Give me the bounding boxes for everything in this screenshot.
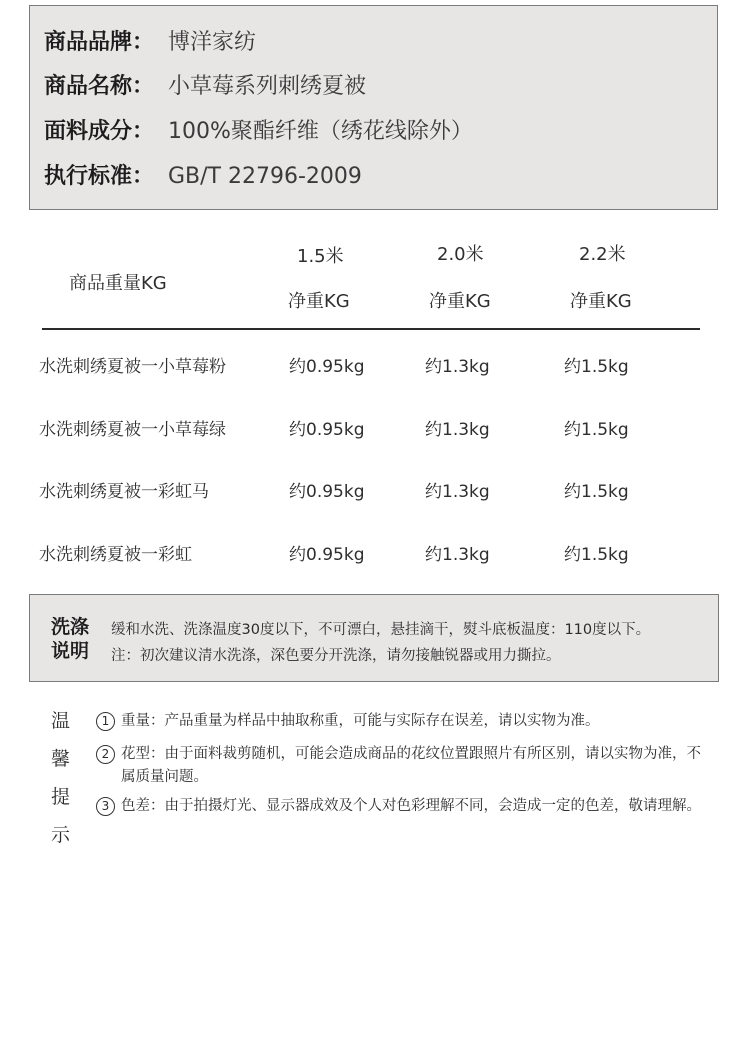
- column-size-1: 1.5米: [297, 246, 344, 267]
- column-size-2: 2.0米: [437, 244, 484, 265]
- row-value: 约1.5kg: [564, 482, 629, 502]
- washing-title-line-1: 洗涤: [51, 616, 90, 638]
- washing-title: [51, 615, 89, 663]
- row-value: 约1.3kg: [425, 357, 490, 377]
- row-value: 约0.95kg: [289, 357, 365, 377]
- row-value: 约1.5kg: [564, 420, 629, 440]
- tips-title-char: 温: [51, 710, 71, 732]
- row-name: 水洗刺绣夏被一彩虹: [39, 545, 192, 565]
- fabric-label: 面料成分：: [44, 119, 155, 144]
- column-sub-3: 净重KG: [570, 291, 632, 312]
- row-name: 水洗刺绣夏被一小草莓粉: [39, 357, 226, 377]
- tip-number-badge: 1: [96, 712, 115, 731]
- standard-row: [44, 161, 362, 193]
- row-value: 约1.5kg: [564, 357, 629, 377]
- product-info-box: [29, 5, 718, 210]
- tip-number-badge: 3: [96, 797, 115, 816]
- standard-value: GB/T 22796-2009: [168, 164, 362, 189]
- row-value: 约1.3kg: [425, 545, 490, 565]
- tip-text: 重量：产品重量为样品中抽取称重，可能与实际存在误差，请以实物为准。: [121, 713, 600, 729]
- row-name: 水洗刺绣夏被一小草莓绿: [39, 420, 226, 440]
- fabric-row: [44, 116, 473, 148]
- column-size-3: 2.2米: [579, 244, 626, 265]
- brand-label: 商品品牌：: [44, 30, 155, 55]
- standard-label: 执行标准：: [44, 164, 155, 189]
- row-value: 约1.3kg: [425, 420, 490, 440]
- product-name-label: 商品名称：: [44, 74, 155, 99]
- washing-instruction-2: 注：初次建议清水洗涤，深色要分开洗涤，请勿接触锐器或用力撕拉。: [111, 648, 561, 664]
- tip-text: 色差：由于拍摄灯光、显示器成效及个人对色彩理解不同，会造成一定的色差，敬请理解。: [121, 798, 701, 814]
- tip-number-badge: 2: [96, 745, 115, 764]
- column-sub-2: 净重KG: [429, 291, 491, 312]
- weight-row-header: 商品重量KG: [69, 273, 167, 294]
- row-value: 约0.95kg: [289, 482, 365, 502]
- washing-instruction-1: 缓和水洗、洗涤温度30度以下，不可漂白，悬挂滴干，熨斗底板温度：110度以下。: [111, 622, 651, 638]
- row-value: 约1.3kg: [425, 482, 490, 502]
- tips-title-char: 示: [51, 824, 71, 846]
- tips-title-char: 馨: [51, 748, 71, 770]
- washing-title-line-2: 说明: [51, 640, 90, 662]
- tip-text: 花型：由于面料裁剪随机，可能会造成商品的花纹位置跟照片有所区别，请以实物为准，不属质量问题。: [121, 746, 701, 785]
- table-divider: [42, 328, 700, 330]
- tips-title-char: 提: [51, 786, 71, 808]
- row-value: 约1.5kg: [564, 545, 629, 565]
- row-value: 约0.95kg: [289, 420, 365, 440]
- brand-row: [44, 27, 256, 59]
- row-name: 水洗刺绣夏被一彩虹马: [39, 482, 209, 502]
- product-name-row: [44, 71, 366, 103]
- product-name-value: 小草莓系列刺绣夏被: [168, 74, 367, 99]
- brand-value: 博洋家纺: [168, 30, 257, 55]
- fabric-value: 100%聚酯纤维（绣花线除外）: [168, 119, 473, 144]
- column-sub-1: 净重KG: [288, 291, 350, 312]
- washing-instructions-box: [29, 594, 719, 682]
- row-value: 约0.95kg: [289, 545, 365, 565]
